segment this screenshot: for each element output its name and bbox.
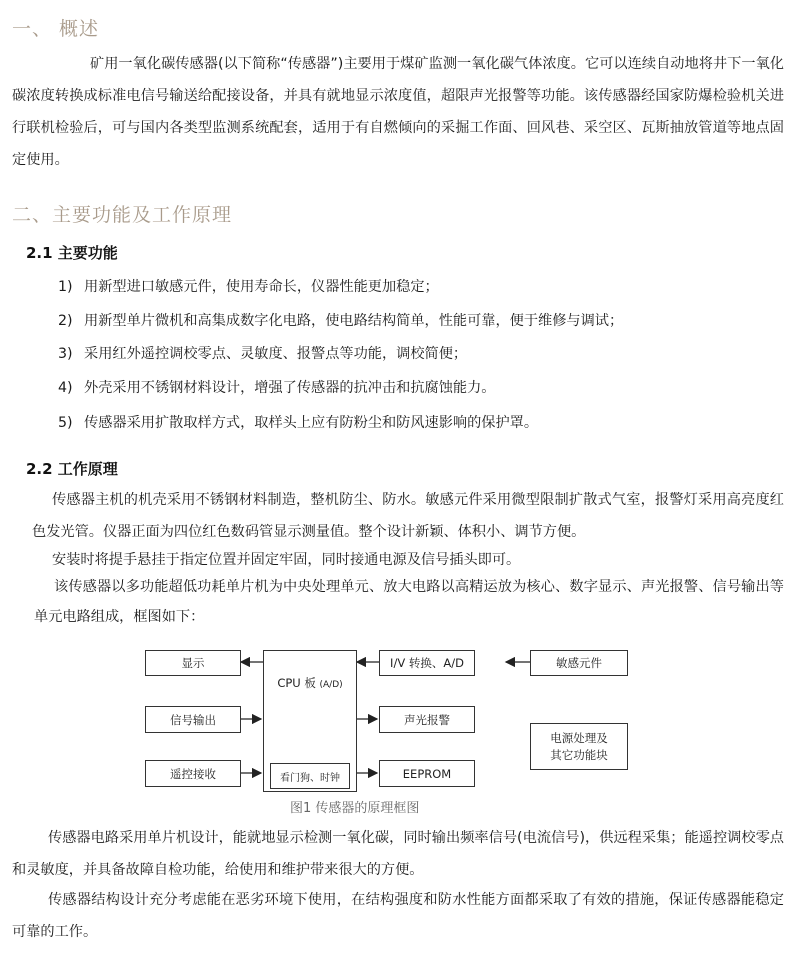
sensor-element-block: 敏感元件 bbox=[530, 650, 628, 676]
power-block: 电源处理及 其它功能块 bbox=[530, 723, 628, 770]
cpu-board-block bbox=[263, 650, 357, 792]
overview-paragraph: 矿用一氧化碳传感器(以下简称“传感器”)主要用于煤矿监测一氧化碳气体浓度。它可以连续自动地将井下一氧化碳浓度转换成标准电信号输送给配接设备，并具有就地显示浓度值，超限声光报警等功能。该传感器经国家防爆检验机关进行联机检验后，可与国内各类型监测系统配套，适用于有自燃倾向的采掘工作面、回风巷、采空区、瓦斯抽放管道等地点固定使用。 bbox=[12, 56, 784, 168]
after-paragraph-1: 传感器电路采用单片机设计，能就地显示检测一氧化碳，同时输出频率信号(电流信号)，供远程采集；能遥控调校零点和灵敏度，并具备故障自检功能，给使用和维护带来很大的方便。 bbox=[12, 830, 784, 878]
section-2-heading: 二、主要功能及工作原理 bbox=[12, 204, 233, 226]
subsection-2-2-heading: 2.2 工作原理 bbox=[26, 460, 118, 478]
iv-ad-block: I/V 转换、A/D bbox=[379, 650, 475, 676]
principle-paragraph-3: 该传感器以多功能超低功耗单片机为中央处理单元、放大电路以高精运放为核心、数字显示、声光报警、信号输出等单元电路组成，框图如下： bbox=[34, 579, 784, 625]
figure-caption: 图1 传感器的原理框图 bbox=[290, 801, 420, 816]
section-1-heading: 一、 概述 bbox=[12, 18, 100, 40]
list-item: 3) 采用红外遥控调校零点、灵敏度、报警点等功能，调校简便； bbox=[58, 346, 468, 362]
remote-receive-block: 遥控接收 bbox=[145, 760, 241, 787]
principle-paragraph-2: 安装时将提手悬挂于指定位置并固定牢固，同时接通电源及信号插头即可。 bbox=[52, 552, 521, 568]
list-item: 5) 传感器采用扩散取样方式，取样头上应有防粉尘和防风速影响的保护罩。 bbox=[58, 415, 539, 431]
list-item: 4) 外壳采用不锈钢材料设计，增强了传感器的抗冲击和抗腐蚀能力。 bbox=[58, 380, 496, 396]
list-item: 2) 用新型单片微机和高集成数字化电路，使电路结构简单，性能可靠，便于维修与调试； bbox=[58, 313, 624, 329]
cpu-sub-label: (A/D) bbox=[319, 680, 343, 690]
list-item: 1) 用新型进口敏感元件，使用寿命长，仪器性能更加稳定； bbox=[58, 279, 439, 295]
block-diagram bbox=[145, 648, 640, 794]
eeprom-block: EEPROM bbox=[379, 760, 475, 787]
subsection-2-1-heading: 2.1 主要功能 bbox=[26, 244, 118, 262]
principle-paragraph-1: 传感器主机的机壳采用不锈钢材料制造，整机防尘、防水。敏感元件采用微型限制扩散式气室，报警灯采用高亮度红色发光管。仪器正面为四位红色数码管显示测量值。整个设计新颖、体积小、调节方便。 bbox=[32, 492, 784, 540]
display-block: 显示 bbox=[145, 650, 241, 676]
signal-output-block: 信号输出 bbox=[145, 706, 241, 733]
watchdog-block: 看门狗、时钟 bbox=[270, 763, 350, 789]
alarm-block: 声光报警 bbox=[379, 706, 475, 733]
after-paragraph-2: 传感器结构设计充分考虑能在恶劣环境下使用，在结构强度和防水性能方面都采取了有效的措施，保证传感器能稳定可靠的工作。 bbox=[12, 892, 784, 940]
cpu-label: CPU 板 bbox=[277, 676, 316, 690]
